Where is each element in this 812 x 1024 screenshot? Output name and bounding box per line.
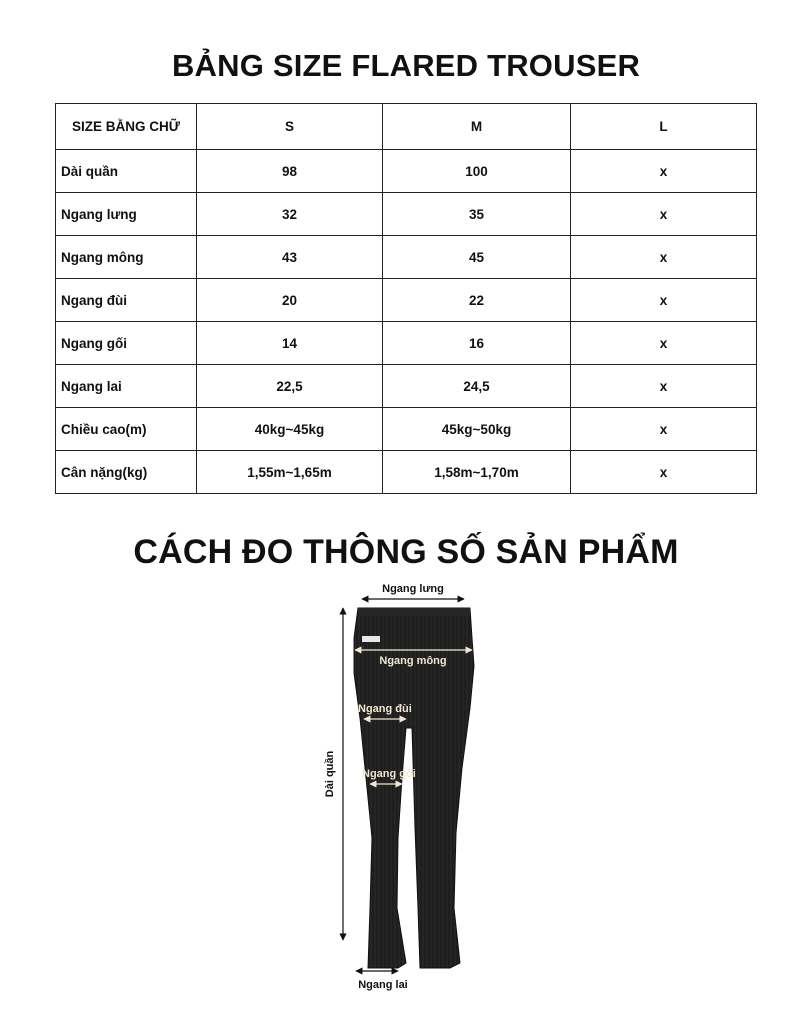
waist-label: Ngang lưng [382,583,444,595]
cell-s: 40kg~45kg [197,408,383,451]
measurement-guide-title: CÁCH ĐO THÔNG SỐ SẢN PHẨM [133,533,679,571]
table-row [56,451,757,494]
table-row [56,365,757,408]
cell-s: 98 [197,150,383,193]
cell-s: 22,5 [197,365,383,408]
cell-m: 100 [383,150,571,193]
row-label: Ngang mông [56,236,197,279]
cell-l: x [571,279,757,322]
cell-m: 45 [383,236,571,279]
cell-l: x [571,193,757,236]
table-row [56,193,757,236]
row-label: Ngang đùi [56,279,197,322]
cell-l: x [571,150,757,193]
thigh-label: Ngang đùi [358,703,412,715]
table-header-row [56,104,757,150]
hip-label: Ngang mông [379,655,447,667]
cell-m: 16 [383,322,571,365]
table-row [56,236,757,279]
row-label: Ngang lưng [56,193,197,236]
cell-l: x [571,408,757,451]
table-row [56,322,757,365]
table-row [56,279,757,322]
size-table [55,103,757,494]
length-label: Dài quần [324,750,336,798]
cell-l: x [571,365,757,408]
size-chart-title: BẢNG SIZE FLARED TROUSER [171,48,641,83]
cell-s: 1,55m~1,65m [197,451,383,494]
measurement-diagram [310,578,510,998]
row-label: Chiều cao(m) [56,408,197,451]
row-label: Ngang gối [56,322,197,365]
header-size-label: SIZE BẰNG CHỮ [56,104,197,150]
cell-m: 22 [383,279,571,322]
waistband [358,608,470,616]
header-size-s: S [197,104,383,150]
row-label: Ngang lai [56,365,197,408]
cell-l: x [571,322,757,365]
cell-s: 14 [197,322,383,365]
table-row [56,408,757,451]
table-row [56,150,757,193]
cell-s: 43 [197,236,383,279]
garment-tag [362,636,380,642]
row-label: Cân nặng(kg) [56,451,197,494]
cell-l: x [571,451,757,494]
header-size-l: L [571,104,757,150]
row-label: Dài quần [56,150,197,193]
cell-m: 24,5 [383,365,571,408]
cell-s: 32 [197,193,383,236]
cell-m: 1,58m~1,70m [383,451,571,494]
cell-m: 35 [383,193,571,236]
cell-l: x [571,236,757,279]
header-size-m: M [383,104,571,150]
cell-m: 45kg~50kg [383,408,571,451]
hem-label: Ngang lai [358,979,408,991]
cell-s: 20 [197,279,383,322]
knee-label: Ngang gối [362,768,416,780]
